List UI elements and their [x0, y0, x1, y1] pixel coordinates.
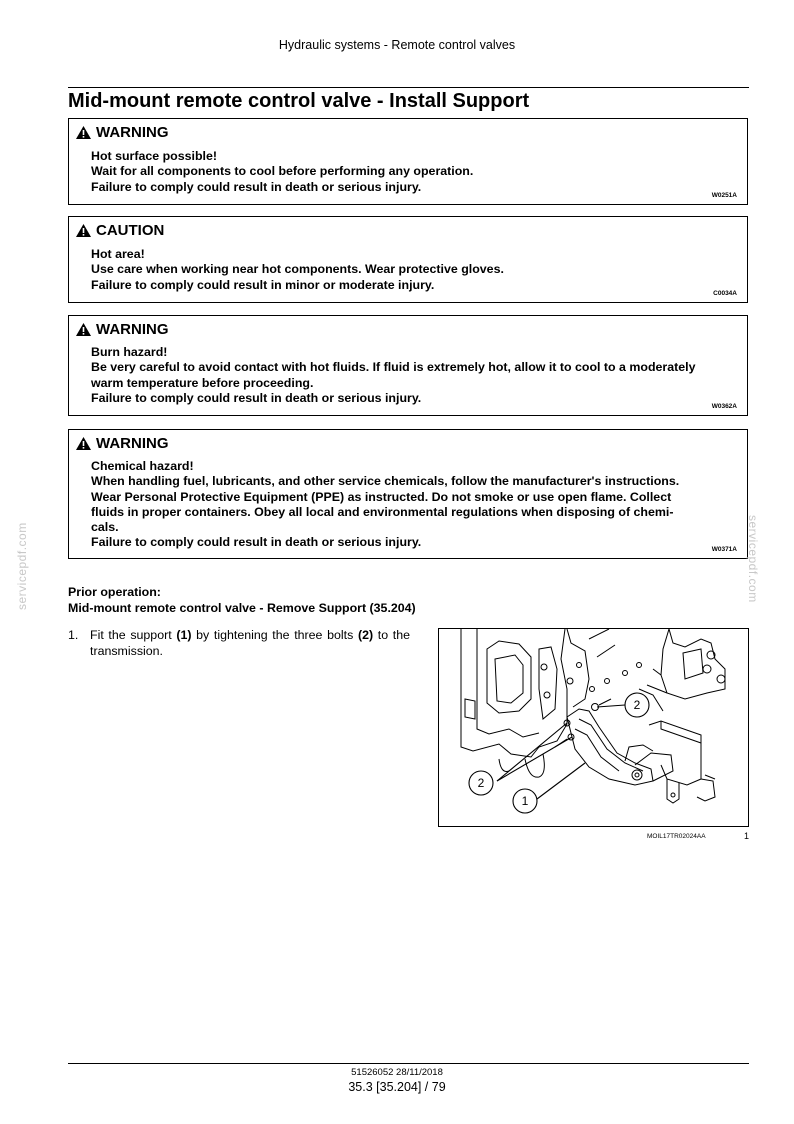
notice-line: When handling fuel, lubricants, and other service chemicals, follow the manufacturer's instructions.: [91, 474, 680, 489]
notice-line: Failure to comply could result in death or serious injury.: [91, 179, 422, 194]
callout-label: 2: [477, 776, 485, 790]
warning-triangle-icon: [76, 126, 91, 139]
figure-code: MOIL17TR02024AA: [647, 833, 706, 840]
notice-code: W0371A: [711, 546, 737, 553]
warning-notice-chemical-hazard: [68, 429, 748, 559]
warning-notice-burn-hazard: [68, 315, 748, 416]
notice-code: C0034A: [713, 290, 737, 297]
watermark-left: servicepdf.com: [15, 522, 29, 610]
prior-operation-label: Prior operation:: [68, 585, 161, 599]
notice-heading: [76, 435, 169, 452]
notice-line: Wear Personal Protective Equipment (PPE) as instructed. Do not smoke or use open flame. Collect: [91, 489, 672, 504]
notice-heading: [76, 222, 164, 239]
notice-body: [91, 345, 729, 406]
notice-line: Burn hazard!: [91, 345, 168, 359]
support-installation-illustration: [438, 628, 749, 827]
notice-line: Wait for all components to cool before performing any operation.: [91, 164, 474, 179]
notice-line: Use care when working near hot components. Wear protective gloves.: [91, 262, 504, 277]
warning-triangle-icon: [76, 323, 91, 336]
bolts-reference: (2): [357, 628, 374, 642]
warning-triangle-icon: [76, 224, 91, 237]
warning-notice-hot-surface: [68, 118, 748, 205]
notice-line: Failure to comply could result in death or serious injury.: [91, 535, 422, 550]
notice-code: W0251A: [711, 192, 737, 199]
notice-line: fluids in proper containers. Obey all local and environmental regulations when disposing of chemi-: [91, 504, 674, 519]
notice-heading: [76, 321, 169, 338]
notice-body: [91, 247, 729, 293]
notice-line: Hot area!: [91, 247, 145, 261]
warning-triangle-icon: [76, 437, 91, 450]
footer-page-number: 35.3 [35.204] / 79: [348, 1080, 446, 1094]
prior-operation: [68, 585, 416, 616]
notice-line: warm temperature before proceeding.: [91, 375, 314, 390]
callout-label: 1: [521, 794, 529, 808]
support-reference: (1): [176, 628, 192, 642]
notice-heading-label: WARNING: [96, 124, 169, 141]
caution-notice-hot-area: [68, 216, 748, 303]
notice-heading-label: CAUTION: [96, 222, 165, 239]
step-text: [90, 627, 410, 659]
notice-line: cals.: [91, 520, 119, 535]
prior-operation-reference: Mid-mount remote control valve - Remove Support (35.204): [68, 600, 416, 615]
notice-heading-label: WARNING: [96, 321, 169, 338]
transmission-line-drawing: [439, 629, 749, 827]
notice-line: Chemical hazard!: [91, 459, 194, 473]
notice-heading-label: WARNING: [96, 435, 169, 452]
notice-code: W0362A: [711, 403, 737, 410]
running-header: Hydraulic systems - Remote control valves: [278, 38, 516, 52]
figure-number: 1: [744, 831, 750, 841]
footer-doc-ref: 51526052 28/11/2018: [351, 1067, 443, 1078]
notice-line: Hot surface possible!: [91, 149, 217, 163]
notice-line: Failure to comply could result in death or serious injury.: [91, 390, 422, 405]
step-text-part: to the transmission.: [90, 628, 410, 658]
step-text-part: Fit the support: [90, 628, 177, 642]
step-number: 1.: [68, 628, 79, 642]
page-title: Mid-mount remote control valve - Install Support: [68, 90, 530, 112]
notice-line: Be very careful to avoid contact with hot fluids. If fluid is extremely hot, allow it to cool to a moderately: [91, 360, 696, 375]
footer-rule: [68, 1063, 749, 1064]
notice-heading: [76, 124, 169, 141]
notice-line: Failure to comply could result in minor or moderate injury.: [91, 277, 435, 292]
notice-body: [91, 459, 729, 551]
watermark-right: servicepdf.com: [746, 515, 760, 603]
callout-label: 2: [633, 698, 641, 712]
notice-body: [91, 149, 729, 195]
step-text-part: by tightening the three bolts: [191, 628, 358, 642]
title-rule: [68, 87, 749, 88]
